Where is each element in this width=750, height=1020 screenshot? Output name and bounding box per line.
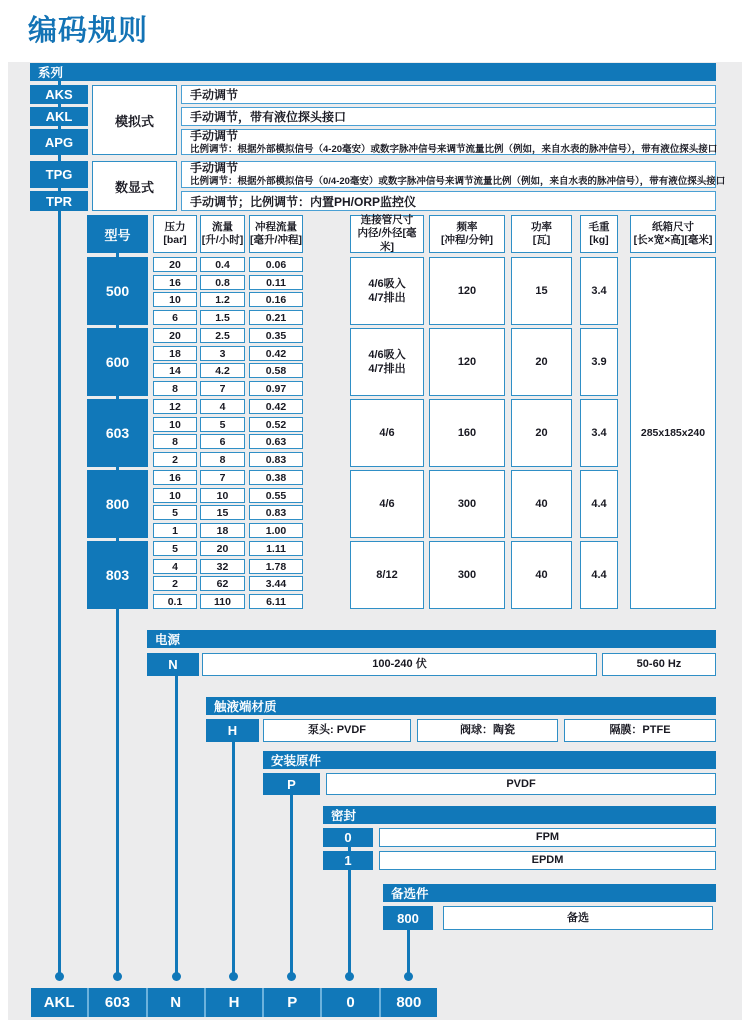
cell-pressure: 16 xyxy=(153,470,197,485)
power-code-cell: N xyxy=(147,653,199,676)
header-line: 内径/外径[毫米] xyxy=(357,227,417,253)
cell-flow: 3 xyxy=(200,346,245,361)
cell-stroke: 1.78 xyxy=(249,559,303,574)
connector-line-optional xyxy=(407,929,410,978)
series-desc-text: 手动调节，带有液位探头接口 xyxy=(190,110,347,124)
code-segment-series: AKL xyxy=(43,994,75,1011)
connector-dot xyxy=(287,972,296,981)
cell-flow: 1.2 xyxy=(200,292,245,307)
connector-line-series xyxy=(58,80,61,978)
cell-freq: 120 xyxy=(429,257,505,325)
power-frequency-cell: 50-60 Hz xyxy=(602,653,716,676)
header-line: [长×宽×高][毫米] xyxy=(633,234,713,246)
code-segment-model: 603 xyxy=(87,988,145,1017)
spec-header-model: 型号 xyxy=(87,215,148,253)
connector-dot xyxy=(55,972,64,981)
header-line: [毫升/冲程] xyxy=(250,234,302,246)
connector-dot xyxy=(172,972,181,981)
cell-weight: 3.4 xyxy=(580,399,618,467)
connector-line-installation xyxy=(290,793,293,978)
pipe-line: 8/12 xyxy=(376,568,398,581)
spec-header-stroke xyxy=(249,215,303,253)
spec-header-flow xyxy=(200,215,245,253)
series-desc-akl xyxy=(181,107,716,126)
power-header-bar: 电源 xyxy=(147,630,716,648)
cell-flow: 4 xyxy=(200,399,245,414)
cell-stroke: 0.11 xyxy=(249,275,303,290)
cell-power: 20 xyxy=(511,399,572,467)
pipe-line: 4/7排出 xyxy=(368,363,406,375)
cell-stroke: 0.21 xyxy=(249,310,303,325)
series-type-analog: 模拟式 xyxy=(92,85,177,155)
installation-header-bar: 安装原件 xyxy=(263,751,716,769)
cell-stroke: 0.52 xyxy=(249,417,303,432)
material-code-cell: H xyxy=(206,719,259,742)
cell-pressure: 5 xyxy=(153,541,197,556)
cell-pressure: 0.1 xyxy=(153,594,197,609)
seal-value-0-cell: FPM xyxy=(379,828,716,847)
header-line: 流量 xyxy=(212,220,233,233)
model-cell-500: 500 xyxy=(87,257,148,325)
cell-flow: 20 xyxy=(200,541,245,556)
code-bar xyxy=(31,988,437,1017)
cell-stroke: 0.83 xyxy=(249,505,303,520)
spec-header-pipe xyxy=(350,215,424,253)
spec-carton-cell: 285x185x240 xyxy=(630,257,716,609)
code-segment-seal: 0 xyxy=(320,988,378,1017)
cell-flow: 0.4 xyxy=(200,257,245,272)
spec-header-pressure xyxy=(153,215,197,253)
model-cell-603: 603 xyxy=(87,399,148,467)
cell-flow: 32 xyxy=(200,559,245,574)
cell-pipe xyxy=(350,470,424,538)
series-desc-line2: 比例调节：根据外部模拟信号（4-20毫安）或数字脉冲信号来调节流量比例（例如，来自水表的脉冲信号），带有液位探头接口 xyxy=(190,143,718,155)
cell-flow: 6 xyxy=(200,434,245,449)
installation-value-cell: PVDF xyxy=(326,773,716,795)
series-desc-aks xyxy=(181,85,716,104)
material-header-bar: 触液端材质 xyxy=(206,697,716,715)
cell-flow: 8 xyxy=(200,452,245,467)
optional-header-bar: 备选件 xyxy=(383,884,716,902)
cell-freq: 120 xyxy=(429,328,505,396)
installation-code-cell: P xyxy=(263,773,320,795)
header-line: 频率 xyxy=(456,220,478,233)
spec-header-weight xyxy=(580,215,618,253)
cell-pressure: 8 xyxy=(153,381,197,396)
pipe-line: 4/6吸入 xyxy=(368,277,406,290)
cell-pressure: 8 xyxy=(153,434,197,449)
cell-pipe xyxy=(350,257,424,325)
connector-line-power xyxy=(175,674,178,978)
cell-flow: 2.5 xyxy=(200,328,245,343)
cell-stroke: 0.42 xyxy=(249,346,303,361)
power-voltage-cell: 100-240 伏 xyxy=(202,653,597,676)
cell-flow: 7 xyxy=(200,381,245,396)
material-pump-head-cell: 泵头: PVDF xyxy=(263,719,411,742)
connector-dot xyxy=(404,972,413,981)
cell-freq: 300 xyxy=(429,470,505,538)
cell-pressure: 2 xyxy=(153,452,197,467)
series-code-apg: APG xyxy=(30,129,88,155)
cell-freq: 300 xyxy=(429,541,505,609)
header-line: 功率 xyxy=(531,220,552,233)
page-title: 编码规则 xyxy=(28,15,149,47)
cell-flow: 1.5 xyxy=(200,310,245,325)
spec-header-power xyxy=(511,215,572,253)
cell-flow: 15 xyxy=(200,505,245,520)
header-line: [瓦] xyxy=(532,234,551,246)
series-code-tpg: TPG xyxy=(30,161,88,188)
model-cell-803: 803 xyxy=(87,541,148,609)
series-desc-tpg xyxy=(181,161,726,188)
cell-power: 15 xyxy=(511,257,572,325)
cell-stroke: 0.97 xyxy=(249,381,303,396)
series-type-digital: 数显式 xyxy=(92,161,177,211)
model-cell-800: 800 xyxy=(87,470,148,538)
cell-pressure: 12 xyxy=(153,399,197,414)
cell-pressure: 10 xyxy=(153,417,197,432)
cell-stroke: 6.11 xyxy=(249,594,303,609)
pipe-line: 4/6吸入 xyxy=(368,348,406,361)
header-line: 纸箱尺寸 xyxy=(652,220,694,233)
cell-stroke: 3.44 xyxy=(249,576,303,591)
cell-pipe xyxy=(350,399,424,467)
series-desc-line1: 手动调节 xyxy=(190,161,239,176)
header-line: 毛重 xyxy=(588,220,610,233)
series-code-tpr: TPR xyxy=(30,191,88,211)
series-desc-apg xyxy=(181,129,716,155)
header-line: [bar] xyxy=(163,234,187,246)
series-desc-text: 手动调节 xyxy=(190,88,239,102)
cell-stroke: 1.11 xyxy=(249,541,303,556)
cell-pressure: 16 xyxy=(153,275,197,290)
cell-stroke: 0.35 xyxy=(249,328,303,343)
cell-weight: 4.4 xyxy=(580,541,618,609)
pipe-line: 4/7排出 xyxy=(368,292,406,304)
header-line: 冲程流量 xyxy=(255,220,297,233)
code-segment-optional: 800 xyxy=(379,988,437,1017)
cell-power: 20 xyxy=(511,328,572,396)
cell-power: 40 xyxy=(511,470,572,538)
optional-code-cell: 800 xyxy=(383,906,433,930)
code-segment-installation: P xyxy=(262,988,320,1017)
cell-weight: 3.9 xyxy=(580,328,618,396)
code-segment-power: N xyxy=(146,988,204,1017)
spec-header-carton xyxy=(630,215,716,253)
seal-value-1-cell: EPDM xyxy=(379,851,716,870)
optional-value-cell: 备选 xyxy=(443,906,713,930)
cell-pipe xyxy=(350,328,424,396)
cell-stroke: 0.58 xyxy=(249,363,303,378)
cell-flow: 5 xyxy=(200,417,245,432)
cell-stroke: 0.83 xyxy=(249,452,303,467)
cell-stroke: 0.63 xyxy=(249,434,303,449)
cell-pressure: 18 xyxy=(153,346,197,361)
cell-stroke: 1.00 xyxy=(249,523,303,538)
cell-pressure: 5 xyxy=(153,505,197,520)
cell-pressure: 20 xyxy=(153,328,197,343)
cell-pressure: 1 xyxy=(153,523,197,538)
cell-flow: 7 xyxy=(200,470,245,485)
material-valve-ball-cell: 阀球：陶瓷 xyxy=(417,719,558,742)
material-diaphragm-cell: 隔膜：PTFE xyxy=(564,719,716,742)
seal-code-0-cell: 0 xyxy=(323,828,373,847)
series-header-bar: 系列 xyxy=(30,63,716,81)
cell-stroke: 0.55 xyxy=(249,488,303,503)
header-line: 压力 xyxy=(164,220,186,233)
cell-pressure: 14 xyxy=(153,363,197,378)
code-segment-material: H xyxy=(204,988,262,1017)
cell-flow: 62 xyxy=(200,576,245,591)
seal-code-1-cell: 1 xyxy=(323,851,373,870)
connector-dot xyxy=(345,972,354,981)
series-desc-line2: 比例调节：根据外部模拟信号（0/4-20毫安）或数字脉冲信号来调节流量比例（例如，来自水表的脉冲信号），带有液位探头接口 xyxy=(190,176,726,188)
spec-header-freq xyxy=(429,215,505,253)
cell-pressure: 4 xyxy=(153,559,197,574)
cell-pipe xyxy=(350,541,424,609)
cell-weight: 3.4 xyxy=(580,257,618,325)
cell-stroke: 0.16 xyxy=(249,292,303,307)
pipe-line: 4/6 xyxy=(379,426,395,439)
cell-pressure: 6 xyxy=(153,310,197,325)
cell-power: 40 xyxy=(511,541,572,609)
cell-pressure: 20 xyxy=(153,257,197,272)
header-line: [冲程/分钟] xyxy=(441,234,493,246)
series-desc-text: 手动调节；比例调节：内置PH/ORP监控仪 xyxy=(190,194,417,209)
seal-header-bar: 密封 xyxy=(323,806,716,824)
cell-pressure: 2 xyxy=(153,576,197,591)
pipe-line: 4/6 xyxy=(379,497,395,510)
cell-stroke: 0.38 xyxy=(249,470,303,485)
cell-flow: 0.8 xyxy=(200,275,245,290)
header-line: [升/小时] xyxy=(201,234,244,246)
cell-freq: 160 xyxy=(429,399,505,467)
cell-pressure: 10 xyxy=(153,488,197,503)
series-code-aks: AKS xyxy=(30,85,88,104)
header-line: 连接管尺寸 xyxy=(360,214,414,227)
cell-flow: 10 xyxy=(200,488,245,503)
cell-flow: 4.2 xyxy=(200,363,245,378)
series-desc-line1: 手动调节 xyxy=(190,128,239,143)
model-cell-600: 600 xyxy=(87,328,148,396)
cell-weight: 4.4 xyxy=(580,470,618,538)
series-desc-tpr xyxy=(181,191,716,211)
connector-dot xyxy=(229,972,238,981)
header-line: [kg] xyxy=(589,234,609,246)
series-code-akl: AKL xyxy=(30,107,88,126)
cell-stroke: 0.42 xyxy=(249,399,303,414)
cell-flow: 110 xyxy=(200,594,245,609)
cell-flow: 18 xyxy=(200,523,245,538)
cell-pressure: 10 xyxy=(153,292,197,307)
connector-dot xyxy=(113,972,122,981)
cell-stroke: 0.06 xyxy=(249,257,303,272)
connector-line-material xyxy=(232,740,235,978)
